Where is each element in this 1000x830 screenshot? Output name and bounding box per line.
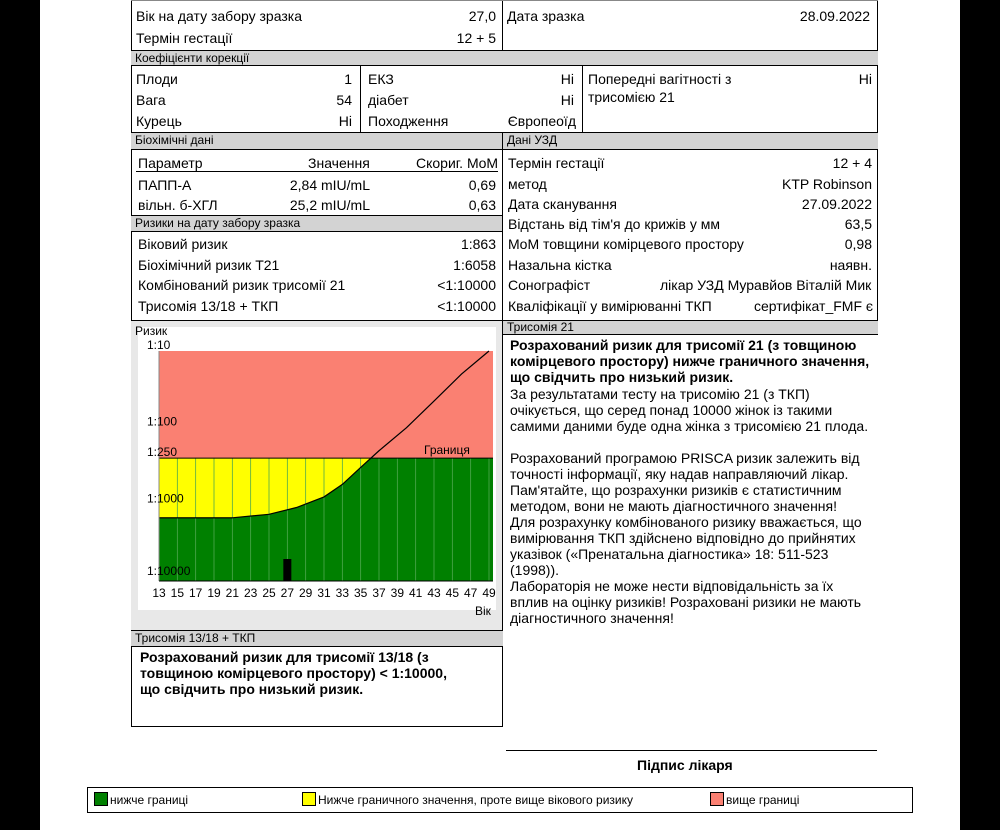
legend-between-swatch bbox=[302, 792, 316, 806]
x-tick-label: 19 bbox=[207, 586, 221, 600]
biochem-col-value: Значення bbox=[308, 155, 370, 171]
diabetes-label: діабет bbox=[368, 92, 409, 108]
x-tick-label: 47 bbox=[463, 586, 478, 600]
x-tick-label: 27 bbox=[280, 586, 295, 600]
us-nt-qualification-value: сертифікат_FMF є bbox=[754, 298, 874, 314]
us-method-label: метод bbox=[508, 176, 547, 192]
x-tick-label: 39 bbox=[390, 586, 405, 600]
biochem-row-value: 25,2 mIU/mL bbox=[289, 197, 370, 213]
us-scan-date-label: Дата сканування bbox=[508, 196, 617, 212]
sample-date-value: 28.09.2022 bbox=[799, 8, 870, 24]
signature-label: Підпис лікаря bbox=[637, 757, 733, 773]
us-nt-mom-label: MoM товщини комірцевого простору bbox=[508, 236, 744, 252]
y-tick-label: 1:100 bbox=[147, 414, 178, 429]
origin-value: Європеоїд bbox=[507, 113, 576, 129]
trisomy-1318-risk-label: Трисомія 13/18 + ТКП bbox=[138, 298, 279, 314]
risks-header: Ризики на дату забору зразка bbox=[131, 215, 503, 232]
legend-above-swatch bbox=[710, 792, 724, 806]
us-nt-qualification-label: Кваліфікації у вимірюванні ТКП bbox=[508, 298, 712, 314]
age-value: 27,0 bbox=[468, 8, 496, 24]
biochem-row-param: ПАПП-А bbox=[138, 177, 192, 193]
x-tick-label: 21 bbox=[225, 586, 240, 600]
y-tick-label: 1:1000 bbox=[147, 491, 184, 506]
ultrasound-left-border bbox=[502, 132, 503, 320]
t1318-conclusion: Розрахований ризик для трисомії 13/18 (з товщиною комірцевого простору) < 1:10000, що свідчить про низький ризик. bbox=[140, 649, 447, 697]
gestation-value: 12 + 5 bbox=[456, 30, 496, 46]
gestation-label: Термін гестації bbox=[136, 30, 233, 46]
x-axis-label: Вік bbox=[475, 604, 491, 618]
biochem-header: Біохімічні дані bbox=[131, 132, 503, 150]
report-page bbox=[40, 0, 960, 830]
x-tick-label: 49 bbox=[482, 586, 496, 600]
x-tick-label: 35 bbox=[353, 586, 368, 600]
biochem-row-param: вільн. б-ХГЛ bbox=[138, 197, 218, 213]
chart-panel bbox=[131, 320, 503, 630]
us-nt-mom-value: 0,98 bbox=[844, 236, 872, 252]
us-gestation-label: Термін гестації bbox=[508, 155, 605, 171]
combined-risk-label: Комбінований ризик трисомії 21 bbox=[138, 277, 346, 293]
t1318-header: Трисомія 13/18 + ТКП bbox=[131, 630, 503, 647]
x-tick-label: 25 bbox=[262, 586, 276, 600]
x-tick-label: 43 bbox=[427, 586, 441, 600]
us-method-value: KTP Robinson bbox=[781, 176, 872, 192]
t21-paragraph-3: Для розрахунку комбінованого ризику вважається, що вимірювання ТКП здійснено відповідно до прийнятих указівок («Пренатальна діагностика» 18: 511-523 (1998)). bbox=[510, 514, 862, 578]
fetuses-label: Плоди bbox=[136, 71, 178, 87]
age-label: Вік на дату забору зразка bbox=[136, 8, 302, 24]
t21-paragraph-1: За результатами тесту на трисомію 21 (з ТКП) очікується, що серед понад 10000 жінок із такими самими даними буде одна жінка з трисомією 21 плода. bbox=[510, 386, 869, 434]
x-tick-label: 17 bbox=[188, 586, 203, 600]
biochem-col-parameter: Параметр bbox=[138, 155, 203, 171]
us-crl-value: 63,5 bbox=[844, 216, 872, 232]
us-sonographer-value: лікар УЗД Муравйов Віталій Мик bbox=[660, 277, 872, 293]
above-cutoff-region bbox=[159, 351, 493, 458]
x-tick-label: 29 bbox=[298, 586, 313, 600]
y-tick-label: 1:10000 bbox=[147, 564, 191, 578]
weight-label: Вага bbox=[136, 92, 166, 108]
x-tick-label: 37 bbox=[372, 586, 386, 600]
x-tick-label: 23 bbox=[243, 586, 258, 600]
biochem-row-mom: 0,69 bbox=[468, 177, 496, 193]
frame-divider bbox=[502, 0, 503, 50]
previous-pregnancies-label-2: трисомією 21 bbox=[588, 89, 675, 105]
patient-marker bbox=[283, 559, 291, 581]
trisomy-1318-risk-value: <1:10000 bbox=[437, 298, 496, 314]
frame-top-line bbox=[131, 0, 878, 1]
age-risk-value: 1:863 bbox=[460, 236, 496, 252]
ultrasound-header: Дані УЗД bbox=[503, 132, 878, 150]
t21-conclusion: Розрахований ризик для трисомії 21 (з товщиною комірцевого простору) нижче граничного значення, що свідчить про низький ризик. bbox=[510, 337, 870, 385]
fetuses-value: 1 bbox=[344, 71, 352, 87]
sample-date-label: Дата зразка bbox=[507, 8, 585, 24]
previous-pregnancies-value: Ні bbox=[858, 71, 872, 87]
risk-chart bbox=[131, 321, 503, 630]
biochem-risk-value: 1:6058 bbox=[453, 257, 496, 273]
x-tick-label: 33 bbox=[335, 586, 350, 600]
smoker-value: Ні bbox=[338, 113, 352, 129]
frame-right-border bbox=[877, 0, 878, 320]
smoker-label: Курець bbox=[136, 113, 182, 129]
y-tick-label: 1:250 bbox=[147, 445, 178, 460]
legend-below-swatch bbox=[94, 792, 108, 806]
us-nasal-bone-value: наявн. bbox=[829, 257, 872, 273]
cutoff-label: Границя bbox=[424, 443, 470, 458]
ivf-value: Ні bbox=[560, 71, 574, 87]
biochem-header-underline bbox=[136, 171, 498, 172]
origin-label: Походження bbox=[368, 113, 449, 129]
t21-paragraph-2: Розрахований програмою PRISCA ризик залежить від точності інформації, яку надав направляючий лікар. Пам'ятайте, що розрахунки ризиків є статистичним методом, вони не мають діагностичного значення! bbox=[510, 450, 860, 514]
us-gestation-value: 12 + 4 bbox=[832, 155, 872, 171]
biochem-risk-label: Біохімічний ризик Т21 bbox=[138, 257, 280, 273]
correction-header: Коефіцієнти корекції bbox=[131, 50, 878, 66]
age-risk-label: Віковий ризик bbox=[138, 236, 228, 252]
previous-pregnancies-label-1: Попередні вагітності з bbox=[588, 71, 732, 87]
x-tick-label: 45 bbox=[445, 586, 460, 600]
t1318-bottom-border bbox=[131, 726, 503, 727]
us-crl-label: Відстань від тім'я до крижів у мм bbox=[508, 216, 720, 232]
y-tick-label: 1:10 bbox=[147, 338, 171, 352]
combined-risk-value: <1:10000 bbox=[437, 277, 496, 293]
x-tick-label: 31 bbox=[317, 586, 331, 600]
legend-above-label: вище границі bbox=[726, 793, 800, 807]
x-tick-label: 41 bbox=[408, 586, 423, 600]
t21-left-border bbox=[502, 320, 503, 727]
correction-divider-1 bbox=[360, 66, 361, 132]
us-nasal-bone-label: Назальна кістка bbox=[508, 257, 612, 273]
t21-header: Трисомія 21 bbox=[503, 320, 878, 335]
x-tick-label: 15 bbox=[170, 586, 185, 600]
legend-below-label: нижче границі bbox=[110, 793, 189, 807]
biochem-row-value: 2,84 mIU/mL bbox=[289, 177, 370, 193]
signature-line bbox=[506, 750, 877, 751]
correction-divider-2 bbox=[582, 66, 583, 132]
t21-paragraph-4: Лабораторія не може нести відповідальність за їх вплив на оцінку ризиків! Розраховані ризики не мають діагностичного значення! bbox=[510, 578, 862, 626]
us-scan-date-value: 27.09.2022 bbox=[801, 196, 872, 212]
biochem-col-mom: Скориг. MoM bbox=[416, 155, 499, 171]
weight-value: 54 bbox=[336, 92, 352, 108]
diabetes-value: Ні bbox=[560, 92, 574, 108]
y-axis-label: Ризик bbox=[135, 324, 168, 338]
ivf-label: ЕКЗ bbox=[368, 71, 394, 87]
x-tick-label: 13 bbox=[152, 586, 166, 600]
biochem-row-mom: 0,63 bbox=[468, 197, 496, 213]
legend-between-label: Нижче граничного значення, проте вище вікового ризику bbox=[318, 793, 634, 807]
us-sonographer-label: Сонографіст bbox=[508, 277, 591, 293]
